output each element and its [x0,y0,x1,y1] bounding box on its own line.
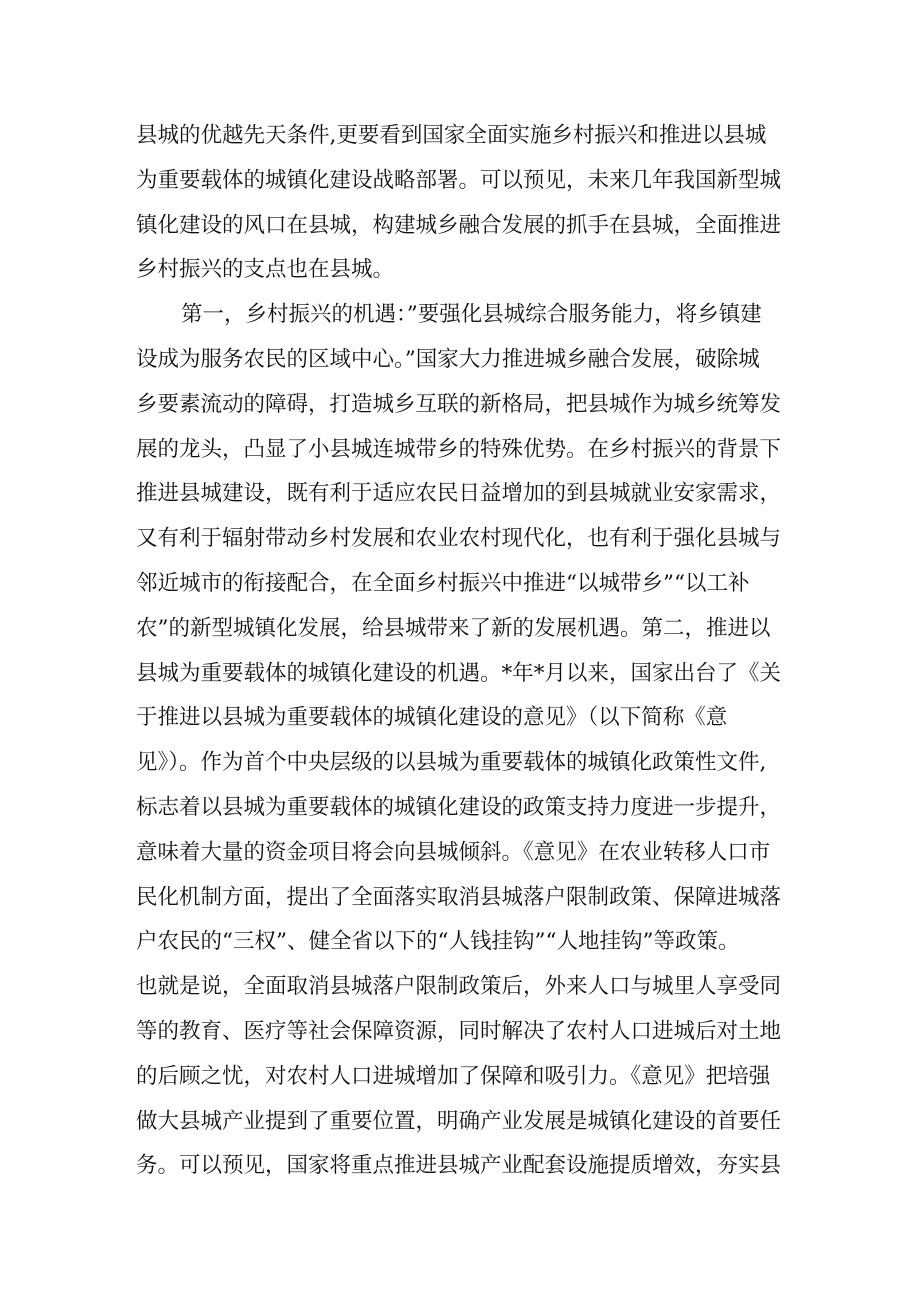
text-line: 镇化建设的风口在县城，构建城乡融合发展的抓手在县城，全面推进 [136,212,782,238]
paragraph-first-line: 第一，乡村振兴的机遇：”要强化县城综合服务能力，将乡镇建 [181,302,762,328]
text-line: 县城为重要载体的城镇化建设的机遇。*年*月以来，国家出台了《关 [136,660,782,686]
text-line: 邻近城市的衔接配合，在全面乡村振兴中推进“以城带乡”“以工补 [136,570,750,596]
text-line: 为重要载体的城镇化建设战略部署。可以预见，未来几年我国新型城 [136,167,782,193]
text-line: 推进县城建设，既有利于适应农民日益增加的到县城就业安家需求， [136,481,782,507]
text-line: 务。可以预见，国家将重点推进县城产业配套设施提质增效，夯实县 [136,1153,782,1179]
text-line: 乡要素流动的障碍，打造城乡互联的新格局，把县城作为城乡统筹发 [136,391,782,417]
text-line: 做大县城产业提到了重要位置，明确产业发展是城镇化建设的首要任 [136,1108,782,1134]
text-line: 县城的优越先天条件,更要看到国家全面实施乡村振兴和推进以县城 [136,123,767,148]
text-line: 于推进以县城为重要载体的城镇化建设的意见》（以下简称《意 [136,705,728,731]
text-line: 见》）。作为首个中央层级的以县城为重要载体的城镇化政策性文件, [136,750,767,776]
text-line: 展的龙头，凸显了小县城连城带乡的特殊优势。在乡村振兴的背景下 [136,436,782,462]
text-line: 的后顾之忧，对农村人口进城增加了保障和吸引力。《意见》把培强 [136,1063,771,1089]
text-line: 也就是说，全面取消县城落户限制政策后，外来人口与城里人享受同 [136,974,782,1000]
text-line: 乡村振兴的支点也在县城。 [136,257,395,283]
text-line: 意味着大量的资金项目将会向县城倾斜。《意见》在农业转移人口市 [136,839,771,865]
body-text [136,114,816,1189]
text-line: 等的教育、医疗等社会保障资源，同时解决了农村人口进城后对土地 [136,1018,782,1044]
text-line: 标志着以县城为重要载体的城镇化建设的政策支持力度进一步提升， [136,794,782,820]
text-line: 又有利于辐射带动乡村发展和农业农村现代化，也有利于强化县城与 [136,526,782,552]
text-line: 农”的新型城镇化发展，给县城带来了新的发展机遇。第二，推进以 [136,615,771,641]
text-line: 设成为服务农民的区域中心。”国家大力推进城乡融合发展，破除城 [136,346,760,372]
text-line: 户农民的“三权”、健全省以下的“人钱挂钩”“人地挂钩”等政策。 [136,929,740,955]
text-line: 民化机制方面，提出了全面落实取消县城落户限制政策、保障进城落 [136,884,782,910]
